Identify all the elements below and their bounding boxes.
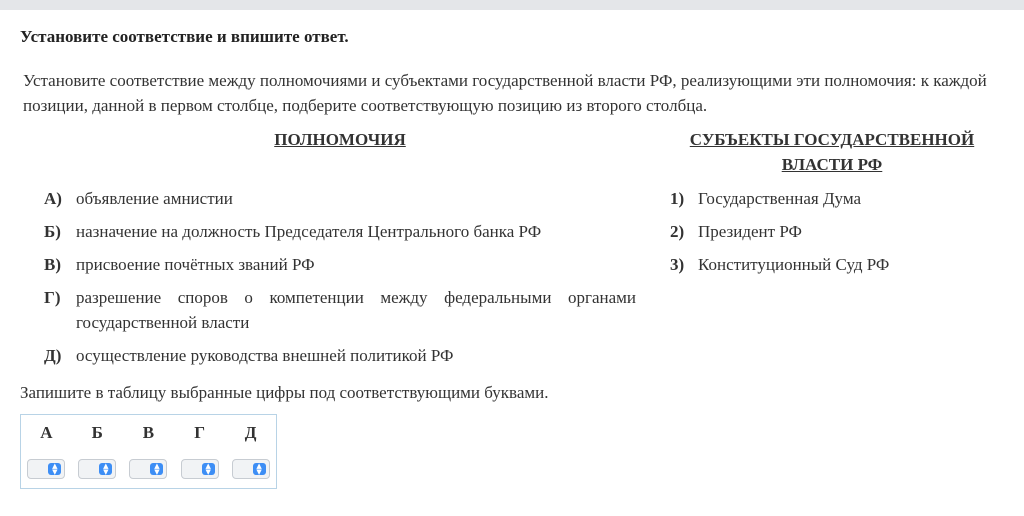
subject-number: 2) — [670, 222, 685, 241]
power-letter: Б) — [44, 222, 61, 241]
task-description: Установите соответствие между полномочиями и субъектами государственной власти РФ, реализующими эти полномочия: к каждой позиции, данной в первом столбце, подберите соответствующую позицию из второго столбца. — [23, 71, 987, 115]
power-text: осуществление руководства внешней политикой РФ — [76, 346, 454, 365]
dropdown-arrows-icon: ▲ ▼ — [99, 463, 112, 475]
answer-table — [20, 414, 277, 489]
answer-cell — [174, 451, 225, 489]
task-heading: Установите соответствие и впишите ответ. — [20, 27, 349, 46]
top-bar — [0, 0, 1024, 10]
power-letter: В) — [44, 255, 61, 274]
answer-select-g[interactable] — [181, 459, 219, 479]
power-text: объявление амнистии — [76, 189, 233, 208]
power-letter: Г) — [44, 288, 61, 307]
power-letter: Д) — [44, 346, 62, 365]
power-letter: А) — [44, 189, 62, 208]
answer-column-v: В — [142, 422, 155, 442]
answer-select-d[interactable] — [232, 459, 270, 479]
powers-column-header: ПОЛНОМОЧИЯ — [274, 130, 406, 149]
power-text: назначение на должность Председателя Центрального банка РФ — [76, 222, 542, 241]
subject-text: Конституционный Суд РФ — [698, 255, 890, 274]
answer-column-a: А — [40, 422, 53, 442]
subject-number: 1) — [670, 189, 685, 208]
answer-cell — [123, 451, 174, 489]
subject-number: 3) — [670, 255, 685, 274]
subjects-column-header: СУБЪЕКТЫ ГОСУДАРСТВЕННОЙ ВЛАСТИ РФ — [689, 130, 975, 174]
answer-select-v[interactable] — [129, 459, 167, 479]
answer-column-d: Д — [244, 422, 257, 442]
subject-text: Президент РФ — [698, 222, 802, 241]
answer-select-a[interactable] — [27, 459, 65, 479]
answer-select-b[interactable] — [78, 459, 116, 479]
answer-column-b: Б — [91, 422, 103, 442]
dropdown-arrows-icon: ▲ ▼ — [150, 463, 163, 475]
dropdown-arrows-icon: ▲ ▼ — [48, 463, 61, 475]
subject-text: Государственная Дума — [698, 189, 862, 208]
power-text: присвоение почётных званий РФ — [76, 255, 315, 274]
power-text: разрешение споров о компетенции между федеральными органами государственной власти — [76, 288, 636, 332]
answer-cell — [72, 451, 123, 489]
answer-column-g: Г — [194, 422, 206, 442]
answer-table-select-row — [21, 451, 277, 489]
answer-table-header-row — [21, 415, 277, 451]
dropdown-arrows-icon: ▲ ▼ — [202, 463, 215, 475]
answer-cell — [21, 451, 72, 489]
answer-cell — [225, 451, 276, 489]
dropdown-arrows-icon: ▲ ▼ — [253, 463, 266, 475]
answer-instruction: Запишите в таблицу выбранные цифры под соответствующими буквами. — [20, 383, 549, 402]
